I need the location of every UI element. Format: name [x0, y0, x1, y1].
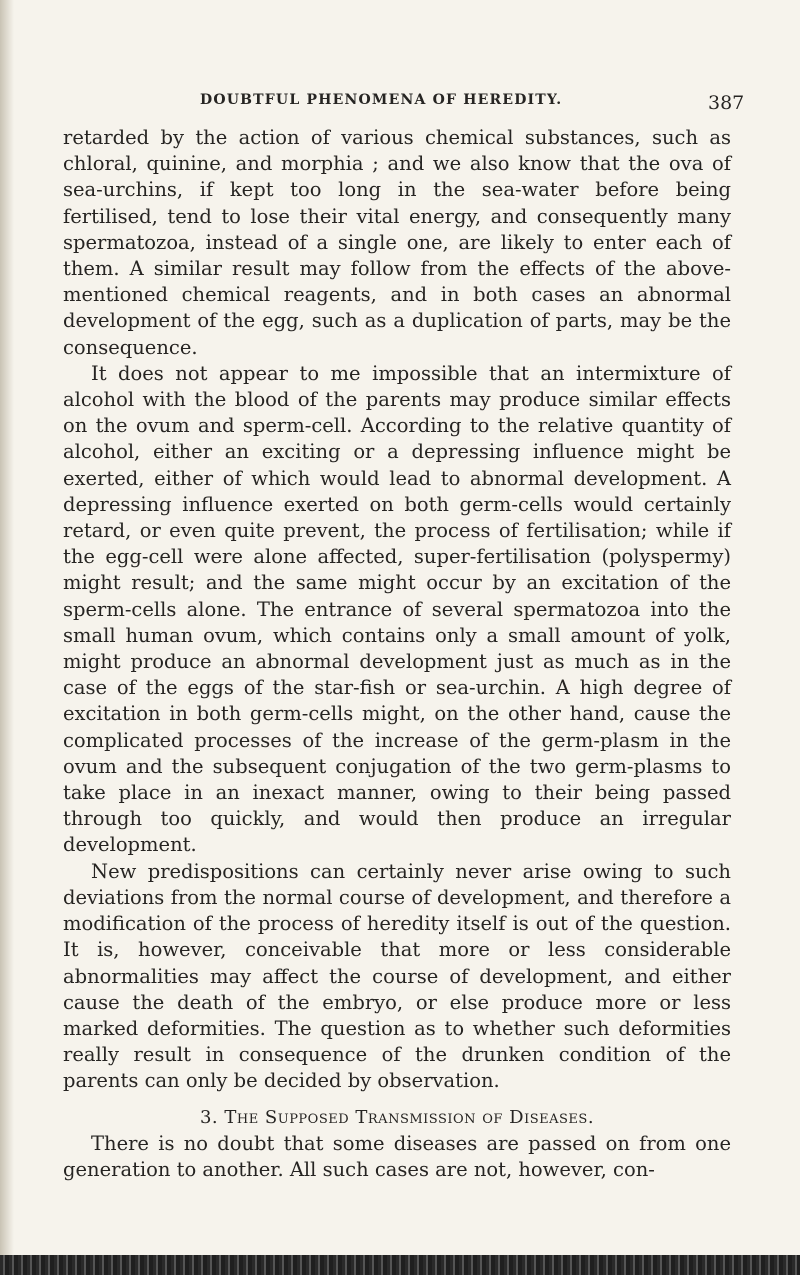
paragraph-4: There is no doubt that some diseases are passed on from one generation to another. All such cases are not, however, con-: [63, 1131, 731, 1181]
page-gutter-shadow: [0, 0, 14, 1275]
paragraph-2: It does not appear to me impossible that an intermixture of alcohol with the blood of the parents may produce similar effects on the ovum and sperm-cell. According to the relative quantity of alcohol, either an exciting or a depressing influence might be exerted, either of which would lead to abnormal development. A depressing influence exerted on both germ-cells would certainly retard, or even quite prevent, the process of fertilisation; while if the egg-cell were alone affected, super-fertilisation (polyspermy) might result; and the same might occur by an excitation of the sperm-cells alone. The entrance of several spermatozoa into the small human ovum, which contains only a small amount of yolk, might produce an abnormal development just as much as in the case of the eggs of the star-fish or sea-urchin. A high degree of excitation in both germ-cells might, on the other hand, cause the complicated processes of the increase of the germ-plasm in the ovum and the subsequent conjugation of the two germ-plasms to take place in an inexact manner, owing to their being passed through too quickly, and would then produce an irregular development.: [63, 361, 731, 857]
scan-bottom-edge: [0, 1255, 800, 1275]
paragraph-3: New predispositions can certainly never arise owing to such deviations from the normal course of development, and therefore a modification of the process of heredity itself is out of the question. It is, however, conceivable that more or less considerable abnormalities may affect the course of development, and either cause the death of the embryo, or else produce more or less marked deformities. The question as to whether such deformities really result in consequence of the drunken condition of the parents can only be decided by observation.: [63, 859, 731, 1093]
running-head: DOUBTFUL PHENOMENA OF HEREDITY.: [200, 92, 563, 108]
body-text: [63, 125, 731, 1183]
section-heading: 3. The Supposed Transmission of Diseases.: [199, 1106, 595, 1128]
paragraph-1: retarded by the action of various chemical substances, such as chloral, quinine, and morphia ; and we also know that the ova of sea-urchins, if kept too long in the sea-water before being fertilised, tend to lose their vital energy, and consequently many spermatozoa, instead of a single one, are likely to enter each of them. A similar result may follow from the effects of the above-mentioned chemical reagents, and in both cases an abnormal development of the egg, such as a duplication of parts, may be the consequence.: [63, 126, 731, 359]
page-number: 387: [708, 92, 745, 114]
